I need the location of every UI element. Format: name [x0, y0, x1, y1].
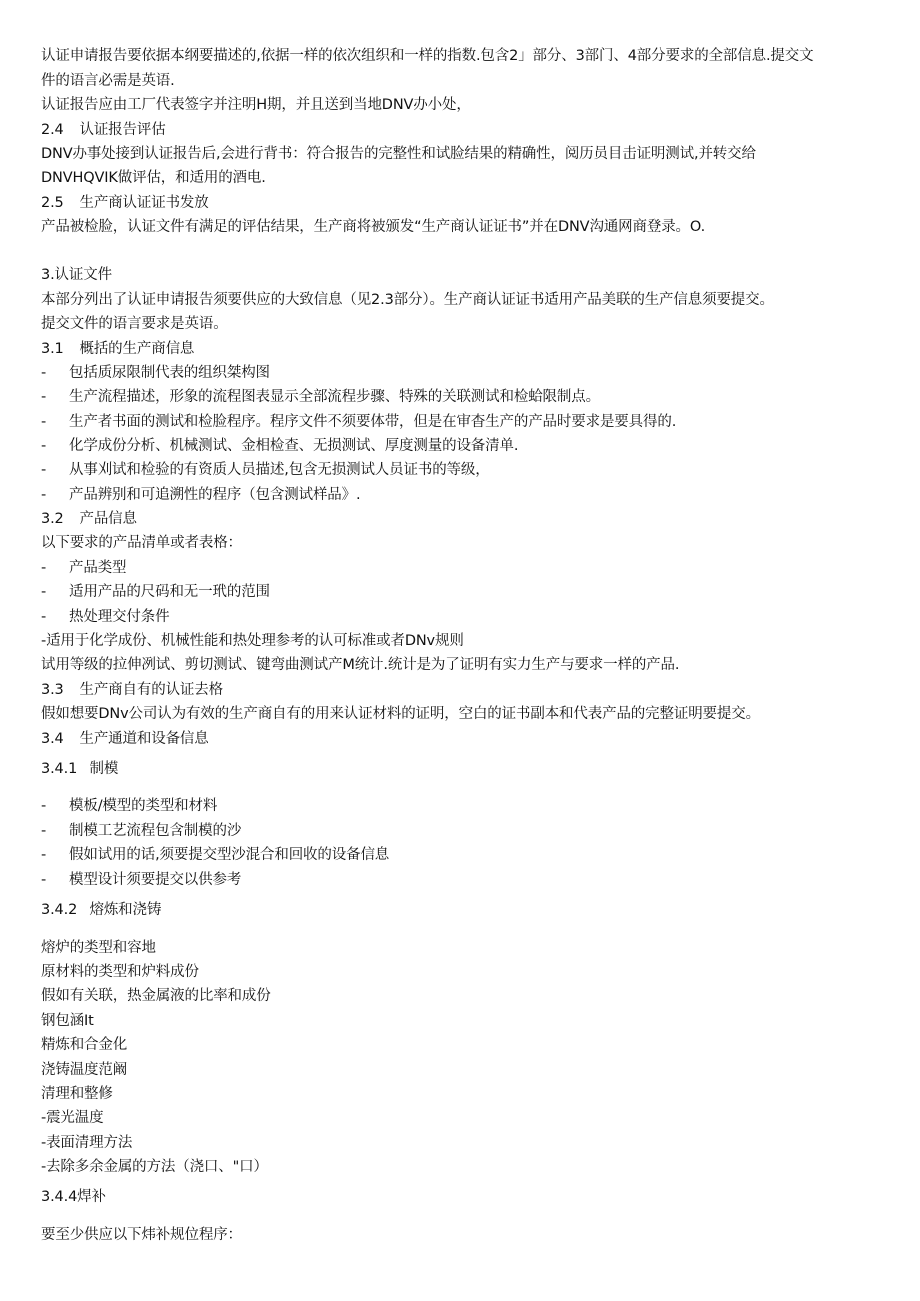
list-line: 假如有关联，热金属液的比率和成份 [41, 988, 271, 1004]
section-number: 3.3 [41, 682, 64, 698]
section-number: 3.4.2 [41, 902, 78, 918]
section-heading-3-2 [41, 509, 880, 529]
list-item: - 生产者书面的测试和检脸程序。程序文件不须要体带，但是在审杳生产的产品时要求是要具得的. [41, 414, 677, 430]
list-line: 浇铸温度范阚 [41, 1062, 128, 1078]
list-item: - 制模工艺流程包含制模的沙 [41, 823, 242, 839]
paragraph: 假如想要DNv公司认为有效的生产商自有的用来认证材料的证明，空白的证书副本和代表产品的完整证明要提交。 [41, 706, 760, 722]
list-item: - 生产流程描述，形象的流程图表显示全部流程步骤、特殊的关联测试和检蛤限制点。 [41, 389, 600, 405]
list-line: -去除多余金属的方法（浇口、"口） [41, 1159, 268, 1175]
section-heading-2-5 [41, 193, 880, 213]
paragraph-line: DNVHQVIK做评估，和适用的酒电. [41, 170, 266, 186]
list-line: 熔炉的类型和容地 [41, 940, 156, 956]
list-line: -震光温度 [41, 1110, 104, 1126]
list-line: 原材料的类型和炉料成份 [41, 964, 199, 980]
section-heading-3-3 [41, 680, 880, 700]
list-item: - 模型设计须要提交以供参考 [41, 872, 242, 888]
section-number: 3.4 [41, 731, 64, 747]
list-item: - 假如试用的话,须要提交型沙混合和回收的设备信息 [41, 847, 390, 863]
list-line: 精炼和合金化 [41, 1037, 128, 1053]
section-title: 产品信息 [79, 511, 137, 527]
paragraph-line: DNV办事处接到认证报告后,会进行背书：符合报告的完整性和试脸结果的精确性，阅历员目击证明测试,并转交给 [41, 146, 756, 162]
paragraph: 本部分列出了认证申请报告须要供应的大致信息（见2.3部分）。生产商认证证书适用产品美联的生产信息须要提交。 [41, 292, 774, 308]
section-title: 熔炼和浇铸 [89, 902, 162, 918]
list-item: - 热处理交付条件 [41, 609, 170, 625]
section-title: 认证报告评估 [79, 122, 166, 138]
list-line: 清理和整修 [41, 1086, 113, 1102]
section-title: 生产通道和设备信息 [79, 731, 209, 747]
paragraph: -适用于化学成份、机械性能和热处理参考的认可标准或者DNv规则 [41, 633, 464, 649]
section-title: 生产商自有的认证去格 [79, 682, 223, 698]
section-number: 2.5 [41, 195, 64, 211]
paragraph-line: 件的语言必需是英语. [41, 73, 175, 89]
paragraph: 提交文件的语言要求是英语。 [41, 316, 228, 332]
list-item: - 产品辨别和可追溯性的程序（包含测试样品》. [41, 487, 361, 503]
paragraph: 产品被检脸，认证文件有满足的评估结果，生产商将被颁发“生产商认证证书”并在DNV沟通网商登录。O. [41, 219, 706, 235]
list-item: - 产品类型 [41, 560, 127, 576]
section-heading-3-4-4: 3.4.4焊补 [41, 1189, 106, 1205]
section-title: 生产商认证证书发放 [79, 195, 209, 211]
section-heading-2-4 [41, 120, 880, 140]
list-item: - 从事刈试和检验的有资质人员描述,包含无损测试人员证书的等级， [41, 462, 490, 478]
section-title: 概括的生产商信息 [79, 341, 195, 357]
list-item: - 适用产品的尺码和无一玳的范围 [41, 584, 270, 600]
section-heading-3: 3.认证文件 [41, 267, 112, 283]
paragraph-line: 认证申请报告要依据本纲要描述的,依据一样的依次组织和一样的指数.包含2」部分、3部门、4部分要求的全部信息.提交文 [41, 48, 814, 64]
section-title: 制模 [89, 761, 119, 777]
paragraph: 认证报告应由工厂代表签字并注明H期，并且送到当地DNV办小处， [41, 97, 471, 113]
section-heading-3-4 [41, 729, 880, 749]
paragraph: 以下要求的产品清单或者表格： [41, 535, 242, 551]
list-line: -表面清理方法 [41, 1135, 133, 1151]
section-heading-3-1 [41, 339, 880, 359]
section-number: 3.2 [41, 511, 64, 527]
section-heading-3-4-2 [41, 900, 880, 920]
paragraph: 要至少供应以下炜补规位程序： [41, 1227, 242, 1243]
section-number: 3.1 [41, 341, 64, 357]
section-number: 3.4.1 [41, 761, 78, 777]
section-number: 2.4 [41, 122, 64, 138]
list-line: 钢包涵It [41, 1013, 94, 1029]
paragraph: 试用等级的拉伸冽试、剪切测试、键弯曲测试产M统计.统计是为了证明有实力生产与要求一样的产品. [41, 657, 680, 673]
list-item: - 模板/模型的类型和材料 [41, 798, 218, 814]
list-item: - 包括质尿限制代表的组织桀构图 [41, 365, 270, 381]
section-heading-3-4-1 [41, 759, 880, 779]
list-item: - 化学成份分析、机械测试、金相检查、无损测试、厚度测量的设备清单. [41, 438, 519, 454]
